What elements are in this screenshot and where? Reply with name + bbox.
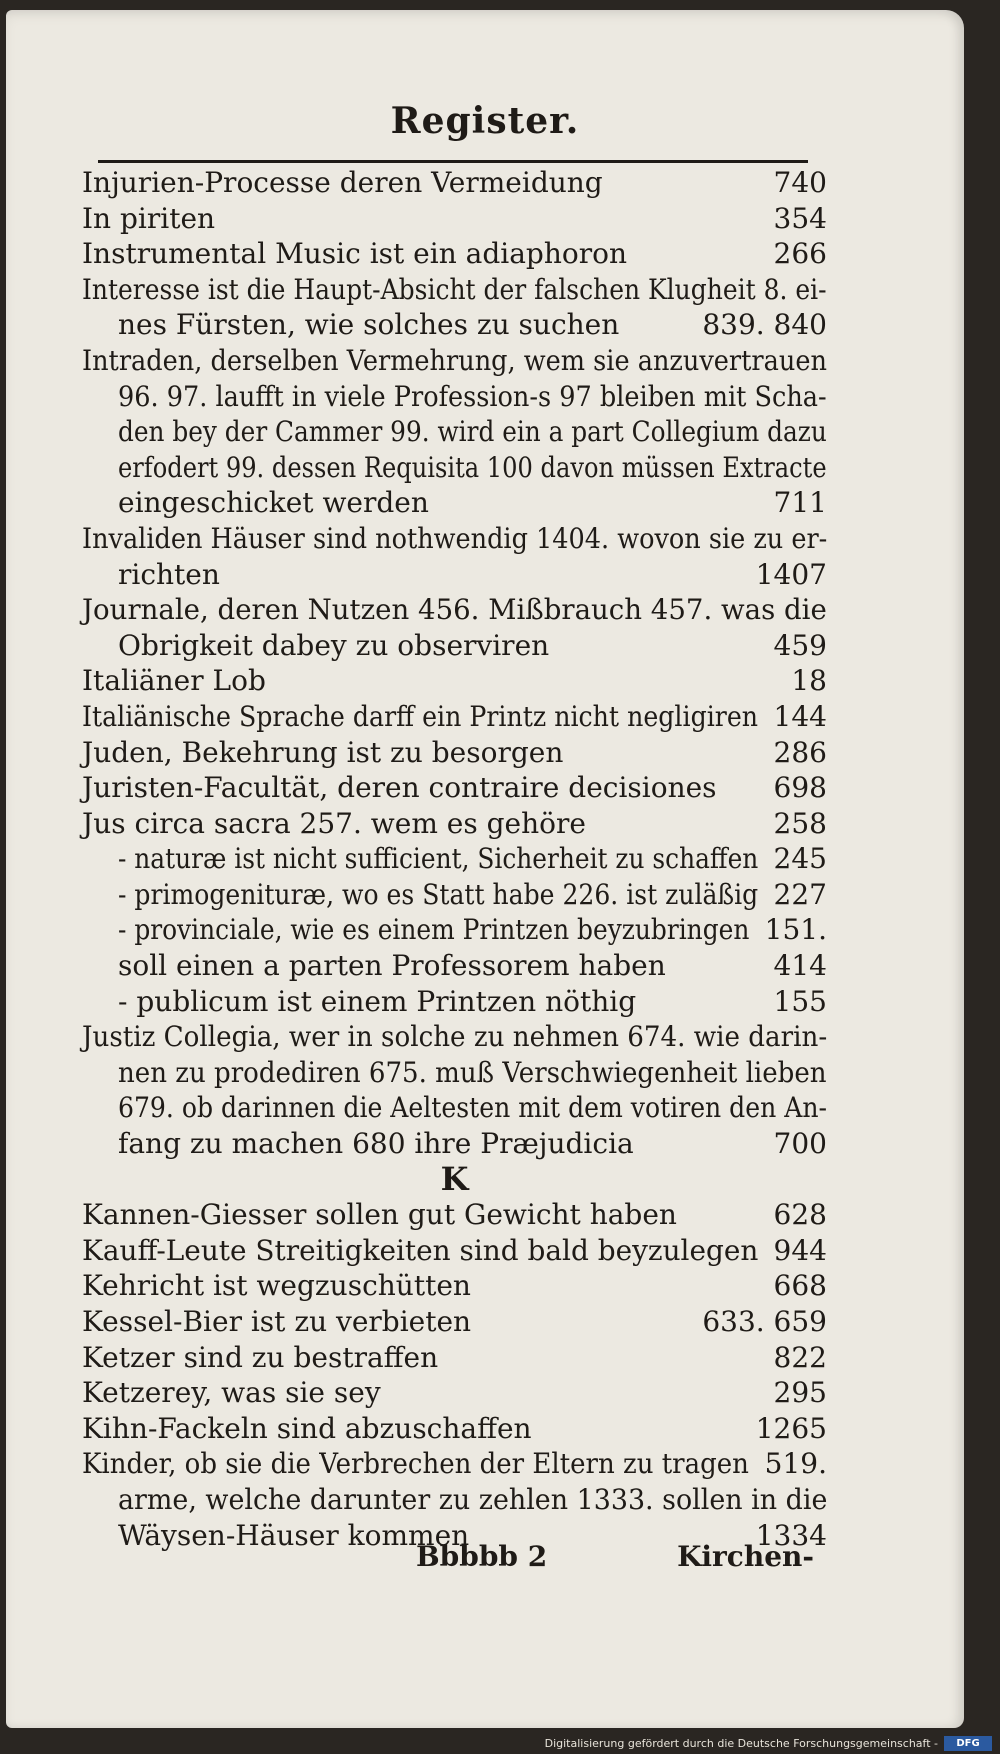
entry-page-ref: 354 <box>773 201 827 235</box>
entry-text: richten <box>118 557 220 591</box>
register-entry <box>82 1090 827 1126</box>
entry-page-ref: 711 <box>773 486 827 520</box>
register-entry <box>82 201 827 237</box>
entry-text: soll einen a parten Professorem haben <box>118 949 666 983</box>
entry-page-ref: 944 <box>773 1233 827 1267</box>
register-entry <box>82 343 827 379</box>
register-entry <box>82 1055 827 1091</box>
register-entry <box>82 1304 827 1340</box>
entry-page-ref: 459 <box>773 628 827 662</box>
entry-text: Kinder, ob sie die Verbrechen der Eltern zu tragen <box>82 1447 749 1481</box>
entry-page-ref: 18 <box>791 664 827 698</box>
entry-text: Ketzerey, was sie sey <box>82 1376 381 1410</box>
register-entry <box>82 592 827 628</box>
entry-page-ref: 839. 840 <box>702 308 827 342</box>
entry-text: Juristen-Facultät, deren contraire decisiones <box>82 771 717 805</box>
entry-page-ref: 700 <box>773 1127 827 1161</box>
entry-page-ref: 155 <box>773 984 827 1018</box>
register-entry <box>82 414 827 450</box>
section-letter: K <box>440 1159 469 1198</box>
register-entry <box>82 877 827 913</box>
entry-page-ref: 227 <box>773 877 827 911</box>
entry-text: Kauff-Leute Streitigkeiten sind bald beyzulegen <box>82 1233 759 1267</box>
register-entry <box>82 379 827 415</box>
entry-text: 679. ob darinnen die Aeltesten mit dem votiren den An- <box>118 1091 828 1125</box>
entry-page-ref: 295 <box>773 1376 827 1410</box>
entry-text: Ketzer sind zu bestraffen <box>82 1340 439 1374</box>
entry-page-ref: 740 <box>773 166 827 199</box>
entry-text: nen zu prodediren 675. muß Verschwiegenheit lieben <box>118 1055 827 1089</box>
entry-text: Kessel-Bier ist zu verbieten <box>82 1305 472 1338</box>
register-entries <box>82 165 827 1553</box>
entry-text: Kannen-Giesser sollen gut Gewicht haben <box>82 1198 677 1232</box>
entry-text: Italiänische Sprache darff ein Printz nicht negligiren <box>82 699 759 733</box>
register-entry <box>82 1340 827 1376</box>
entry-text: Italiäner Lob <box>82 664 266 698</box>
register-entry <box>82 663 827 699</box>
register-entry <box>82 770 827 806</box>
register-entry <box>82 984 827 1020</box>
title-rule <box>98 160 808 163</box>
register-entry <box>82 806 827 842</box>
register-entry <box>82 699 827 735</box>
catchword: Kirchen- <box>677 1540 814 1573</box>
entry-text: Interesse ist die Haupt-Absicht der falschen Klugheit 8. ei- <box>82 272 827 306</box>
register-entry <box>82 948 827 984</box>
register-entry <box>82 1446 827 1482</box>
entry-page-ref: 151. <box>764 913 827 947</box>
page-title: Register. <box>390 100 580 142</box>
register-entry <box>82 272 827 308</box>
footer-credit: Digitalisierung gefördert durch die Deutsche Forschungsgemeinschaft - <box>544 1737 938 1750</box>
entry-text: fang zu machen 680 ihre Præjudicia <box>118 1127 634 1161</box>
entry-text: - publicum ist einem Printzen nöthig <box>118 984 637 1018</box>
signature-mark: Bbbbb 2 <box>416 1540 548 1573</box>
entry-text: nes Fürsten, wie solches zu suchen <box>118 308 620 342</box>
entry-page-ref: 258 <box>773 806 827 840</box>
entry-text: arme, welche darunter zu zehlen 1333. sollen in die <box>118 1482 828 1516</box>
register-entry <box>82 1019 827 1055</box>
entry-text: Invaliden Häuser sind nothwendig 1404. wovon sie zu er- <box>82 521 828 555</box>
entry-page-ref: 286 <box>773 735 827 769</box>
entry-text: - primogenituræ, wo es Statt habe 226. ist zuläßig <box>118 877 759 911</box>
book-page <box>6 10 964 1728</box>
entry-page-ref: 1334 <box>755 1518 827 1552</box>
entry-page-ref: 519. <box>764 1447 827 1481</box>
entry-text: 96. 97. laufft in viele Profession-s 97 bleiben mit Scha- <box>118 379 827 413</box>
register-entry <box>82 1268 827 1304</box>
entry-page-ref: 144 <box>773 699 827 733</box>
register-entry <box>82 1233 827 1269</box>
register-entry <box>82 557 827 593</box>
register-entry <box>82 485 827 521</box>
entry-page-ref: 822 <box>773 1340 827 1374</box>
register-entry <box>82 1126 827 1162</box>
register-entry <box>82 841 827 877</box>
dfg-logo: DFG <box>944 1736 992 1751</box>
register-entry <box>82 1482 827 1518</box>
entry-page-ref: 414 <box>773 949 827 983</box>
entry-text: Intraden, derselben Vermehrung, wem sie anzuvertrauen <box>82 343 827 377</box>
entry-text: In piriten <box>82 201 216 235</box>
entry-text: Justiz Collegia, wer in solche zu nehmen 674. wie darin- <box>82 1020 828 1054</box>
entry-text: Injurien-Processe deren Vermeidung <box>82 166 603 199</box>
entry-text: - naturæ ist nicht sufficient, Sicherheit zu schaffen <box>118 842 759 876</box>
register-entry <box>82 1375 827 1411</box>
entry-text: Journale, deren Nutzen 456. Mißbrauch 457. was die <box>82 593 827 627</box>
entry-text: Juden, Bekehrung ist zu besorgen <box>82 735 564 769</box>
register-entry <box>82 236 827 272</box>
entry-text: Kehricht ist wegzuschütten <box>82 1269 471 1303</box>
register-entry <box>82 912 827 948</box>
entry-page-ref: 266 <box>773 237 827 271</box>
entry-text: eingeschicket werden <box>118 486 429 520</box>
entry-text: - provinciale, wie es einem Printzen beyzubringen <box>118 913 750 947</box>
register-entry <box>82 1411 827 1447</box>
register-entry <box>82 521 827 557</box>
entry-page-ref: 245 <box>773 842 827 876</box>
entry-page-ref: 633. 659 <box>702 1305 827 1338</box>
entry-text: Wäysen-Häuser kommen <box>118 1518 470 1552</box>
entry-text: Instrumental Music ist ein adiaphoron <box>82 237 627 271</box>
entry-page-ref: 668 <box>773 1269 827 1303</box>
register-entry <box>82 735 827 771</box>
entry-page-ref: 628 <box>773 1198 827 1232</box>
entry-text: Kihn-Fackeln sind abzuschaffen <box>82 1411 532 1445</box>
entry-text: den bey der Cammer 99. wird ein a part Collegium dazu <box>118 415 827 449</box>
footer-bar <box>0 1730 1000 1754</box>
register-entry <box>82 307 827 343</box>
register-entry <box>82 450 827 486</box>
entry-page-ref: 1265 <box>755 1411 827 1445</box>
entry-text: Jus circa sacra 257. wem es gehöre <box>82 806 586 840</box>
register-entry <box>82 1197 827 1233</box>
entry-text: erfodert 99. dessen Requisita 100 davon müssen Extracte <box>118 450 827 484</box>
entry-page-ref: 1407 <box>755 557 827 591</box>
entry-text: Obrigkeit dabey zu observiren <box>118 628 550 662</box>
entry-page-ref: 698 <box>773 771 827 805</box>
register-entry <box>82 628 827 664</box>
register-entry <box>82 165 827 201</box>
